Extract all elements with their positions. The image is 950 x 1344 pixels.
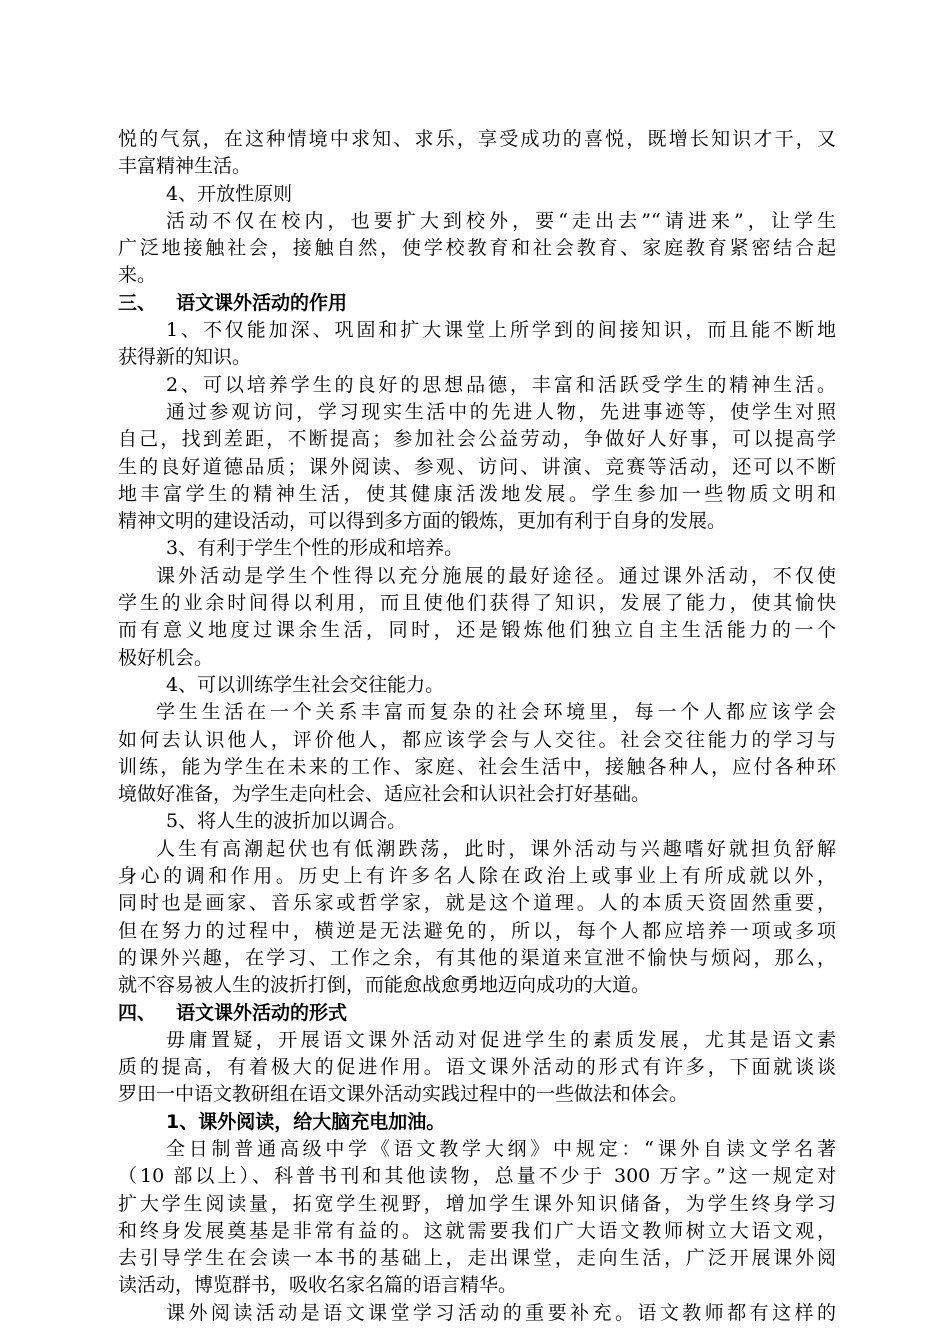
document-page (118, 126, 836, 1327)
text-line: 如何去认识他人，评价他人，都应该学会与人交往。社会交往能力的学习与 (118, 728, 836, 751)
text-line: 去引导学生在会读一本书的基础上，走出课堂，走向生活，广泛开展课外阅 (118, 1247, 836, 1270)
text-line: 但在努力的过程中，横逆是无法避免的，所以，每个人都应培养一项或多项 (118, 919, 836, 942)
text-line: 生的良好道德品质；课外阅读、参观、访问、讲演、竞赛等活动，还可以不断 (118, 455, 836, 478)
text-line: 丰富精神生活。 (118, 155, 252, 178)
text-line: 罗田一中语文教研组在语文课外活动实践过程中的一些做法和体会。 (118, 1083, 689, 1106)
text-line: 和终身发展奠基是非常有益的。这就需要我们广大语文教师树立大语文观， (118, 1219, 836, 1242)
text-line: 极好机会。 (118, 646, 214, 669)
text-line: 全日制普通高级中学《语文教学大纲》中规定：“课外自读文学名著 (166, 1137, 836, 1160)
section-number: 四、 (118, 1001, 157, 1024)
section-number: 三、 (118, 291, 157, 314)
text-line: 活动不仅在校内，也要扩大到校外，要“走出去”“请进来”，让学生 (166, 209, 836, 232)
section-title: 语文课外活动的作用 (176, 291, 348, 314)
text-line: 2、可以培养学生的良好的思想品德，丰富和活跃受学生的精神生活。 (166, 373, 836, 396)
text-line: 1、不仅能加深、巩固和扩大课堂上所学到的间接知识，而且能不断地 (166, 319, 836, 342)
section-heading (118, 1000, 836, 1027)
text-line: 读活动，博览群书，吸收名家名篇的语言精华。 (118, 1274, 518, 1297)
text-line: 自己，找到差距，不断提高；参加社会公益劳动，争做好人好事，可以提高学 (118, 428, 836, 451)
text-line: 人生有高潮起伏也有低潮跌荡，此时，课外活动与兴趣嗜好就担负舒解 (156, 837, 836, 860)
text-line: 境做好准备，为学生走向杜会、适应社会和认识社会打好基础。 (118, 783, 651, 806)
text-line: 同时也是画家、音乐家或哲学家，就是这个道理。人的本质天资固然重要， (118, 892, 836, 915)
section-heading (118, 290, 836, 317)
text-line: 毋庸置疑，开展语文课外活动对促进学生的素质发展，尤其是语文素 (166, 1028, 836, 1051)
text-line: 扩大学生阅读量，拓宽学生视野，增加学生课外知识储备，为学生终身学习 (118, 1192, 836, 1215)
text-line: 通过参观访问，学习现实生活中的先进人物，先进事迹等，使学生对照 (166, 400, 836, 423)
text-line: （10 部以上）、科普书刊和其他读物，总量不少于 300 万字。”这一规定对 (118, 1165, 836, 1188)
text-line: 4、可以训练学生社会交往能力。 (166, 673, 445, 696)
text-line: 3、有利于学生个性的形成和培养。 (166, 537, 464, 560)
text-line: 学生的业余时间得以利用，而且使他们获得了知识，发展了能力，使其愉快 (118, 592, 836, 615)
text-line: 课外阅读活动是语文课堂学习活动的重要补充。语文教师都有这样的 (166, 1301, 836, 1324)
text-line: 地丰富学生的精神生活，使其健康活泼地发展。学生参加一些物质文明和 (118, 482, 836, 505)
text-line: 悦的气氛，在这种情境中求知、求乐，享受成功的喜悦，既增长知识才干，又 (118, 128, 836, 150)
text-line: 精神文明的建设活动，可以得到多方面的锻炼，更加有利于自身的发展。 (118, 510, 727, 533)
text-line: 课外活动是学生个性得以充分施展的最好途径。通过课外活动，不仅使 (156, 564, 836, 587)
text-line: 4、开放性原则 (166, 182, 293, 205)
text-line: 的课外兴趣，在学习、工作之余，有其他的渠道来宣泄不愉快与烦闷，那么， (118, 946, 836, 969)
text-line: 来。 (118, 264, 157, 287)
text-line: 学生生活在一个关系丰富而复杂的社会环境里，每一个人都应该学会 (156, 701, 836, 724)
text-line: 身心的调和作用。历史上有许多名人除在政治上或事业上有所成就以外， (118, 865, 836, 888)
text-line: 获得新的知识。 (118, 346, 252, 369)
text-line: 1、课外阅读，给大脑充电加油。 (166, 1110, 446, 1133)
text-line: 质的提高，有着极大的促进作用。语文课外活动的形式有许多，下面就谈谈 (118, 1056, 836, 1079)
text-line: 训练，能为学生在未来的工作、家庭、社会生活中，接触各种人，应付各种环 (118, 755, 836, 778)
text-line: 5、将人生的波折加以调合。 (166, 810, 407, 833)
text-line: 广泛地接触社会，接触自然，使学校教育和社会教育、家庭教育紧密结合起 (118, 237, 836, 260)
text-line: 而有意义地度过课余生活，同时，还是锻炼他们独立自主生活能力的一个 (118, 619, 836, 642)
section-title: 语文课外活动的形式 (176, 1001, 348, 1024)
text-line: 就不容易被人生的波折打倒，而能愈战愈勇地迈向成功的大道。 (118, 974, 651, 997)
